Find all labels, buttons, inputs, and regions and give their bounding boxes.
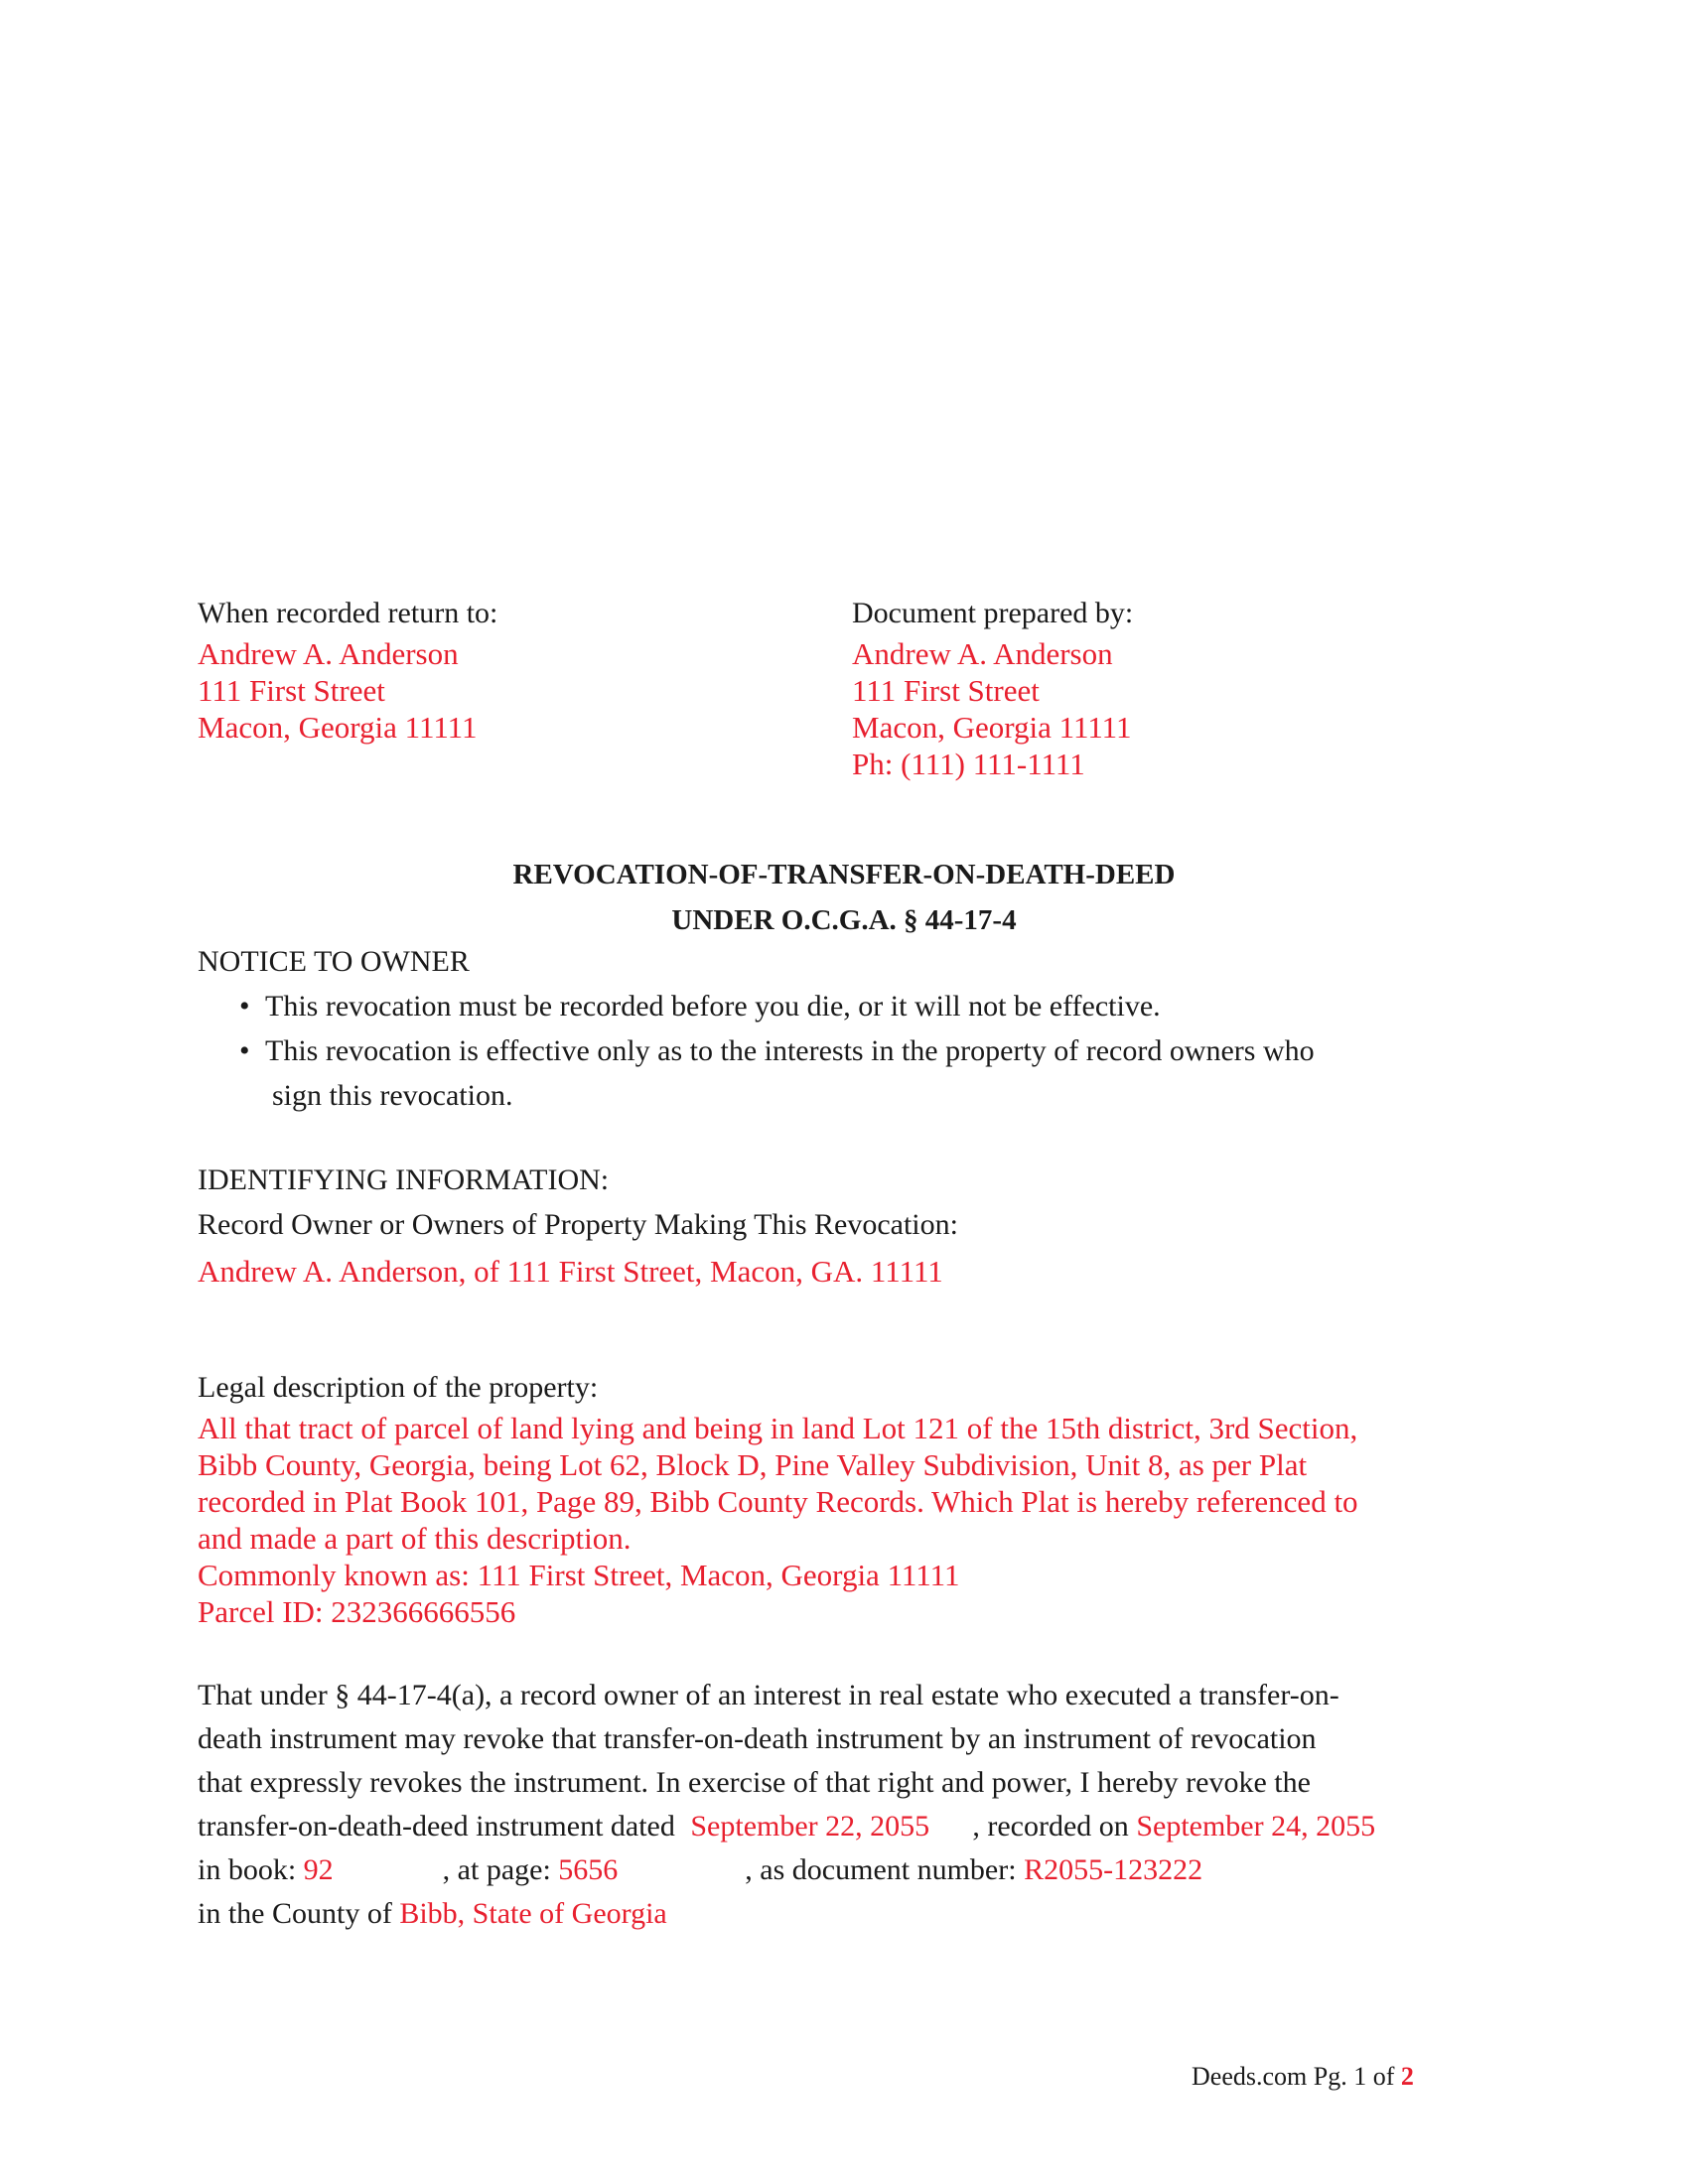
legal-description-section xyxy=(198,1366,1358,1630)
page-label: , at page: xyxy=(442,1853,551,1886)
owners-value: Andrew A. Anderson, of 111 First Street, Macon, GA. 11111 xyxy=(198,1254,943,1289)
revocation-line-6 xyxy=(198,1892,1508,1936)
commonly-known-as: Commonly known as: 111 First Street, Macon, Georgia 11111 xyxy=(198,1558,960,1592)
legal-line: recorded in Plat Book 101, Page 89, Bibb County Records. Which Plat is hereby referenced to xyxy=(198,1484,1358,1519)
return-to-name: Andrew A. Anderson xyxy=(198,636,459,671)
document-title xyxy=(0,852,1688,943)
bullet-icon: • xyxy=(239,1034,250,1067)
county-value: Bibb, State of Georgia xyxy=(399,1897,667,1930)
legal-line: All that tract of parcel of land lying and being in land Lot 121 of the 15th district, 3rd Section, xyxy=(198,1411,1358,1445)
parcel-id: Parcel ID: 232366666556 xyxy=(198,1594,516,1629)
notice-bullet-2-text: This revocation is effective only as to the interests in the property of record owners who xyxy=(265,1034,1315,1067)
notice-bullet-1 xyxy=(198,984,1488,1028)
identifying-heading: IDENTIFYING INFORMATION: xyxy=(198,1163,610,1196)
book-label: in book: xyxy=(198,1853,297,1886)
return-to-city: Macon, Georgia 11111 xyxy=(198,710,478,745)
title-line-2: UNDER O.C.G.A. § 44-17-4 xyxy=(671,904,1017,936)
return-to-block xyxy=(198,592,497,746)
notice-bullet-2 xyxy=(198,1028,1488,1073)
return-to-street: 111 First Street xyxy=(198,673,385,708)
county-label: in the County of xyxy=(198,1897,392,1930)
legal-line: Bibb County, Georgia, being Lot 62, Block D, Pine Valley Subdivision, Unit 8, as per Plat xyxy=(198,1447,1308,1482)
bullet-icon: • xyxy=(239,990,250,1023)
recorded-label: , recorded on xyxy=(972,1810,1129,1843)
legal-description-label: Legal description of the property: xyxy=(198,1371,599,1404)
recorded-on-value: September 24, 2055 xyxy=(1136,1810,1376,1843)
book-value: 92 xyxy=(303,1853,334,1886)
notice-bullet-1-text: This revocation must be recorded before you die, or it will not be effective. xyxy=(265,990,1161,1023)
docnum-value: R2055-123222 xyxy=(1024,1853,1203,1886)
docnum-label: , as document number: xyxy=(745,1853,1017,1886)
notice-heading: NOTICE TO OWNER xyxy=(198,945,470,978)
footer-total-pages: 2 xyxy=(1400,2062,1414,2091)
notice-section xyxy=(198,939,1488,1118)
revocation-line-1: That under § 44-17-4(a), a record owner of an interest in real estate who executed a transfer-on- xyxy=(198,1679,1339,1711)
prepared-by-block xyxy=(852,592,1133,782)
revocation-line-2: death instrument may revoke that transfer-on-death instrument by an instrument of revocation xyxy=(198,1722,1317,1755)
prepared-by-street: 111 First Street xyxy=(852,673,1040,708)
revocation-line-5 xyxy=(198,1848,1508,1892)
identifying-section xyxy=(198,1158,958,1296)
page-footer xyxy=(1192,2057,1414,2096)
page-value: 5656 xyxy=(558,1853,619,1886)
revocation-line-3: that expressly revokes the instrument. In exercise of that right and power, I hereby revoke the xyxy=(198,1766,1311,1799)
dated-value: September 22, 2055 xyxy=(690,1810,930,1843)
legal-line: and made a part of this description. xyxy=(198,1521,632,1556)
prepared-by-phone: Ph: (111) 111-1111 xyxy=(852,747,1085,781)
return-to-heading: When recorded return to: xyxy=(198,597,498,629)
prepared-by-name: Andrew A. Anderson xyxy=(852,636,1113,671)
dated-label: transfer-on-death-deed instrument dated xyxy=(198,1810,675,1843)
footer-site: Deeds.com Pg. 1 of xyxy=(1192,2062,1395,2091)
title-line-1: REVOCATION-OF-TRANSFER-ON-DEATH-DEED xyxy=(512,859,1176,890)
prepared-by-city: Macon, Georgia 11111 xyxy=(852,710,1132,745)
revocation-line-4 xyxy=(198,1805,1508,1848)
revocation-paragraph xyxy=(198,1674,1508,1936)
notice-bullet-2-continuation: sign this revocation. xyxy=(272,1079,513,1112)
prepared-by-heading: Document prepared by: xyxy=(852,597,1134,629)
owners-label: Record Owner or Owners of Property Making This Revocation: xyxy=(198,1208,958,1241)
